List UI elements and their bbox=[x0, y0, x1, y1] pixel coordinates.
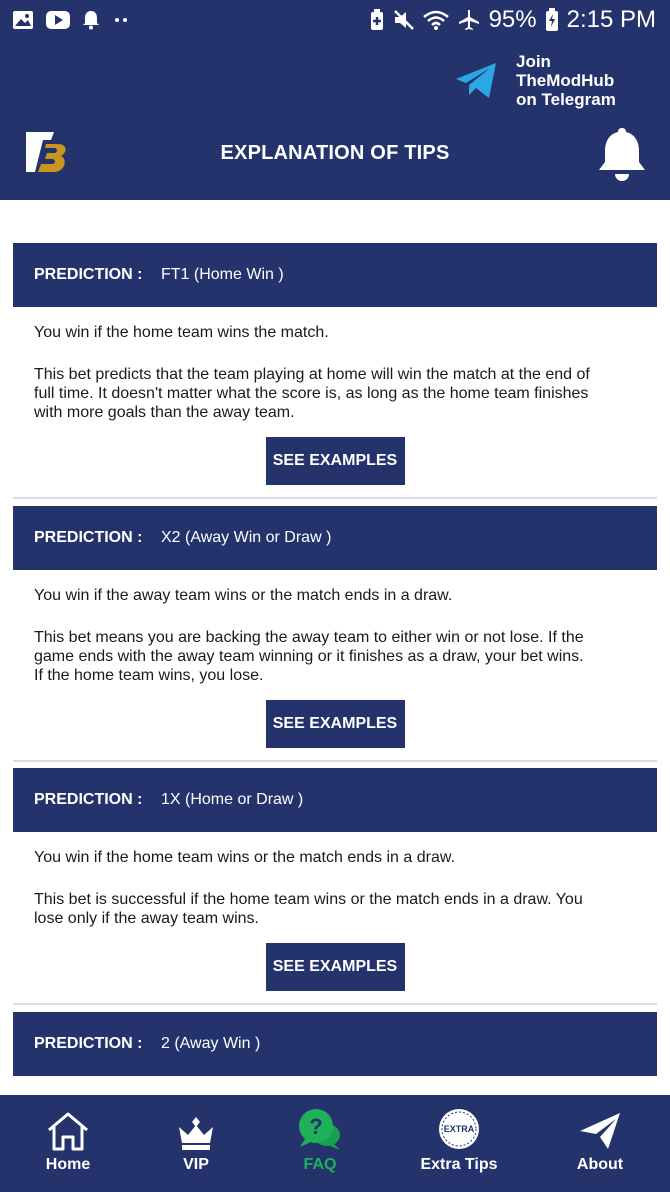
tips-list[interactable] bbox=[0, 200, 670, 1095]
description-line: If the home team wins, you lose. bbox=[34, 667, 264, 684]
prediction-value: 1X (Home or Draw ) bbox=[161, 791, 304, 808]
join-telegram-link[interactable] bbox=[454, 52, 648, 109]
win-condition: You win if the home team wins the match. bbox=[34, 324, 329, 341]
prediction-bar bbox=[13, 768, 657, 832]
see-examples-button[interactable]: SEE EXAMPLES bbox=[266, 700, 405, 748]
crown-icon bbox=[176, 1115, 216, 1151]
tip-description bbox=[34, 628, 617, 685]
see-examples-button[interactable]: SEE EXAMPLES bbox=[266, 943, 405, 991]
prediction-label: PREDICTION : bbox=[34, 1035, 143, 1052]
mute-icon bbox=[393, 9, 415, 31]
nav-faq[interactable] bbox=[270, 1095, 370, 1192]
tip-card bbox=[13, 243, 657, 499]
svg-text:?: ? bbox=[309, 1114, 323, 1139]
nav-label: VIP bbox=[183, 1156, 209, 1173]
prediction-bar bbox=[13, 243, 657, 307]
tip-description bbox=[34, 890, 617, 928]
wifi-icon bbox=[423, 9, 449, 31]
clock: 2:15 PM bbox=[566, 6, 656, 33]
nav-label: About bbox=[576, 1156, 624, 1173]
app-header bbox=[0, 42, 670, 200]
win-condition: You win if the away team wins or the match ends in a draw. bbox=[34, 587, 453, 604]
nav-about[interactable] bbox=[550, 1095, 650, 1192]
bottom-nav bbox=[0, 1095, 670, 1192]
notifications-bell-icon[interactable] bbox=[598, 126, 646, 182]
description-line: This bet predicts that the team playing at home will win the match at the end of bbox=[34, 366, 590, 383]
home-icon bbox=[46, 1111, 90, 1151]
battery-saver-icon bbox=[369, 9, 385, 31]
nav-extra-tips[interactable] bbox=[409, 1095, 509, 1192]
airplane-icon bbox=[457, 8, 481, 32]
description-line: lose only if the away team wins. bbox=[34, 910, 259, 927]
notification-bell-icon bbox=[82, 10, 100, 30]
prediction-label: PREDICTION : bbox=[34, 529, 143, 546]
telegram-line1: Join TheModHub bbox=[516, 52, 615, 90]
description-line: game ends with the away team winning or it finishes as a draw, your bet wins. bbox=[34, 648, 584, 665]
gallery-icon bbox=[12, 10, 34, 30]
battery-percent: 95% bbox=[488, 6, 537, 33]
telegram-line2: on Telegram bbox=[516, 90, 616, 109]
tip-card bbox=[13, 506, 657, 762]
extra-badge-text: EXTRA bbox=[443, 1124, 475, 1134]
description-line: full time. It doesn't matter what the score is, as long as the home team finishes bbox=[34, 385, 589, 402]
prediction-bar bbox=[13, 1012, 657, 1076]
more-dots-icon bbox=[112, 10, 130, 30]
description-line: This bet means you are backing the away team to either win or not lose. If the bbox=[34, 629, 584, 646]
prediction-value: 2 (Away Win ) bbox=[161, 1035, 261, 1052]
status-bar bbox=[0, 0, 670, 42]
nav-label: Home bbox=[45, 1156, 91, 1173]
youtube-icon bbox=[46, 10, 70, 30]
divider bbox=[13, 1003, 657, 1005]
description-line: This bet is successful if the home team wins or the match ends in a draw. You bbox=[34, 891, 583, 908]
prediction-label: PREDICTION : bbox=[34, 791, 143, 808]
divider bbox=[13, 497, 657, 499]
prediction-label: PREDICTION : bbox=[34, 266, 143, 283]
nav-vip[interactable] bbox=[146, 1095, 246, 1192]
win-condition: You win if the home team wins or the match ends in a draw. bbox=[34, 849, 455, 866]
prediction-bar bbox=[13, 506, 657, 570]
nav-home[interactable] bbox=[18, 1095, 118, 1192]
tip-card bbox=[13, 1012, 657, 1076]
see-examples-button[interactable]: SEE EXAMPLES bbox=[266, 437, 405, 485]
description-line: with more goals than the away team. bbox=[34, 404, 295, 421]
telegram-icon bbox=[454, 62, 498, 100]
prediction-value: X2 (Away Win or Draw ) bbox=[161, 529, 332, 546]
prediction-value: FT1 (Home Win ) bbox=[161, 266, 284, 283]
divider bbox=[13, 760, 657, 762]
nav-label: FAQ bbox=[303, 1156, 337, 1173]
tip-card bbox=[13, 768, 657, 1005]
nav-label: Extra Tips bbox=[420, 1156, 498, 1173]
paper-plane-icon bbox=[578, 1111, 622, 1151]
extra-badge-icon bbox=[437, 1107, 481, 1151]
battery-icon bbox=[545, 8, 559, 32]
faq-chat-icon bbox=[297, 1107, 343, 1151]
tip-description bbox=[34, 365, 617, 422]
page-title: EXPLANATION OF TIPS bbox=[220, 142, 450, 164]
